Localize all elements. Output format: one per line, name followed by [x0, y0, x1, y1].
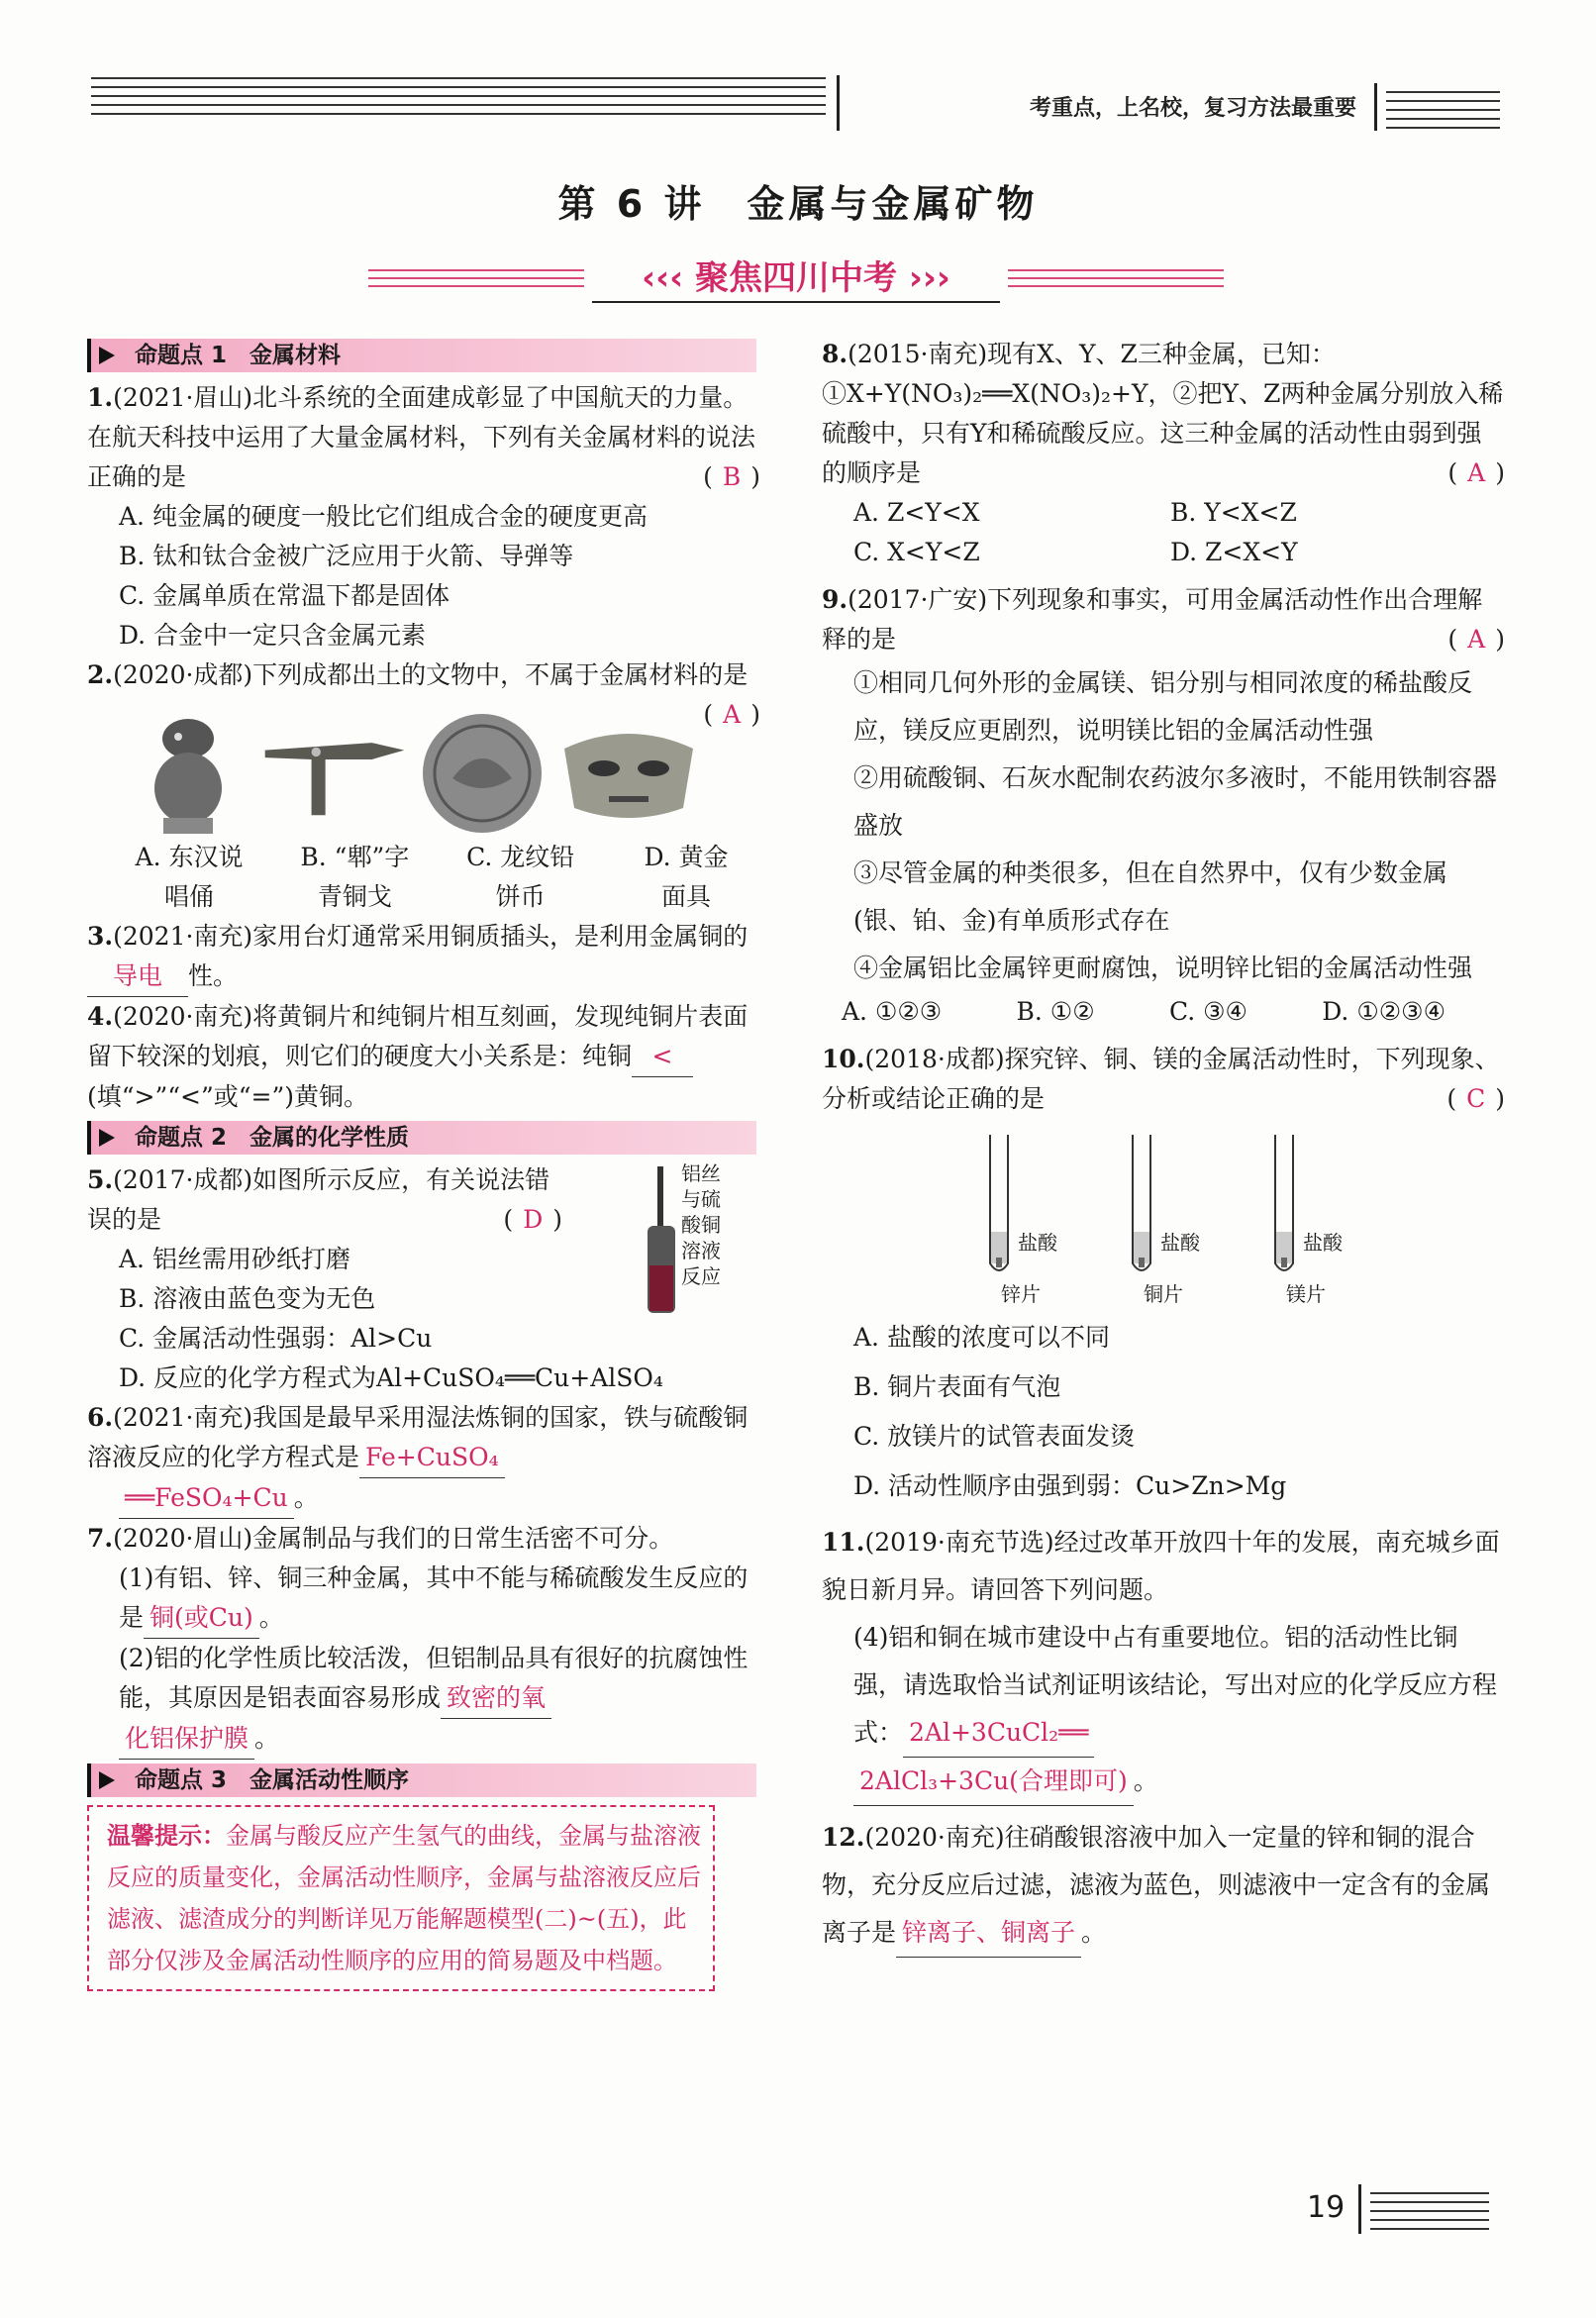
artifact-images: [87, 695, 703, 838]
answer-blank: 导电: [87, 957, 188, 997]
play-triangle-icon: [99, 1771, 115, 1789]
option: D. 活动性顺序由强到弱：Cu>Zn>Mg: [853, 1471, 1287, 1500]
option: C. X<Y<Z: [853, 538, 980, 566]
artifact-captions: A. 东汉说 唱俑 B. “郫”字 青铜戈 C. 龙纹铅 饼币 D. 黄金 面具: [135, 843, 729, 911]
figure-label: 铝丝与硫酸铜溶液反应: [681, 1161, 721, 1288]
list-item: ②用硫酸铜、石灰水配制农药波尔多液时，不能用铁制容器盛放: [853, 763, 1498, 840]
option: A. ①②③: [842, 997, 943, 1026]
test-tube-copper: 盐酸 铜片: [1127, 1133, 1200, 1307]
test-tube-magnesium: 盐酸 镁片: [1269, 1133, 1343, 1307]
header-divider: [837, 75, 840, 131]
page-number-divider: [1358, 2184, 1361, 2234]
answer-blank: 锌离子、铜离子: [896, 1909, 1081, 1958]
option: D. Z<X<Y: [1170, 538, 1298, 566]
answer-blank: 铜(或Cu): [144, 1598, 259, 1639]
test-tubes: [822, 1119, 1505, 1313]
list-item: ④金属铝比金属锌更耐腐蚀，说明锌比铝的金属活动性强: [853, 954, 1473, 982]
header-slogan: 考重点，上名校，复习方法最重要: [1030, 96, 1357, 121]
question-7: 7.(2020·眉山)金属制品与我们的日常生活密不可分。 (1)有铝、锌、铜三种金属，其中不能与稀硫酸发生反应的是 铜(或Cu) 。 (2)铝的化学性质比较活泼，但铝制品具有很好的抗腐蚀性能，其原因是铝表面容易形成 致密的氧 化铝保护膜 。: [87, 1519, 760, 1760]
section-header-2: 命题点 2 金属的化学性质: [87, 1121, 756, 1155]
option: D. ①②③④: [1322, 997, 1446, 1026]
answer-paren: ( C ): [1446, 1084, 1505, 1113]
right-column: [822, 335, 1505, 1958]
answer-blank: 化铝保护膜: [119, 1719, 254, 1760]
page-number-rule: [1370, 2192, 1489, 2237]
page-number: 19: [1307, 2190, 1346, 2225]
question-4: 4.(2020·南充)将黄铜片和纯铜片相互刻画，发现纯铜片表面留下较深的划痕，则它们的硬度大小关系是：纯铜 <(填“>”“<”或“=”)黄铜。: [87, 1002, 748, 1111]
question-11: 11.(2019·南充节选)经过改革开放四十年的发展，南充城乡面貌日新月异。请回答下列问题。 (4)铝和铜在城市建设中占有重要地位。铝的活动性比铜强，请选取恰当试剂证明该结论，写出对应的化学反应方程式： 2Al+3CuCl₂══ 2AlCl₃+3Cu(合理即可) 。: [822, 1519, 1505, 1806]
option: A. Z<Y<X: [853, 498, 980, 527]
answer-paren: ( B ): [703, 462, 760, 491]
answer-blank: ══FeSO₄+Cu: [119, 1478, 294, 1519]
question-2: 2.(2020·成都)下列成都出土的文物中，不属于金属材料的是 ( A ) A. 东汉说 唱俑 B. “郫”字 青铜戈 C. 龙纹铅 饼币 D. 黄金 面具: [87, 655, 760, 917]
answer-blank: 2Al+3CuCl₂══: [903, 1709, 1094, 1758]
option: B. 铜片表面有气泡: [853, 1372, 1061, 1401]
option: C. 金属活动性强弱：Al>Cu: [119, 1324, 433, 1353]
answer-blank: 致密的氧: [441, 1678, 551, 1719]
header-divider-right: [1374, 83, 1377, 131]
option: D. 反应的化学方程式为Al+CuSO₄══Cu+AlSO₄: [119, 1363, 663, 1392]
left-column: [87, 335, 760, 1991]
lead-coin-image: [409, 709, 554, 838]
answer-blank: 2AlCl₃+3Cu(合理即可): [853, 1758, 1134, 1806]
banner-label: ‹‹‹ 聚焦四川中考 ›››: [592, 255, 1000, 303]
option: C. 金属单质在常温下都是固体: [119, 581, 450, 610]
option: D. 合金中一定只含金属元素: [119, 621, 427, 650]
answer-paren: ( D ): [503, 1205, 562, 1234]
answer-paren: ( A ): [1447, 625, 1505, 654]
question-6: 6.(2021·南充)我国是最早采用湿法炼铜的国家，铁与硫酸铜溶液反应的化学方程式是 Fe+CuSO₄ ══FeSO₄+Cu 。: [87, 1398, 760, 1519]
question-3: 3.(2021·南充)家用台灯通常采用铜质插头，是利用金属铜的导电 性。: [87, 917, 760, 997]
option: B. Y<X<Z: [1170, 498, 1297, 527]
question-8: 8.(2015·南充)现有X、Y、Z三种金属，已知：①X+Y(NO₃)₂══X(NO₃)₂+Y，②把Y、Z两种金属分别放入稀硫酸中，只有Y和稀硫酸反应。这三种金属的活动性由弱到强的顺序是 ( A ) A. Z<Y<X B. Y<X<Z C. X<Y<Z D. Z<X<Y: [822, 335, 1505, 572]
answer-paren: ( A ): [703, 700, 760, 729]
option: B. ①②: [1016, 997, 1095, 1026]
question-1: 1.(2021·眉山)北斗系统的全面建成彰显了中国航天的力量。在航天科技中运用了大量金属材料，下列有关金属材料的说法正确的是 ( B ) A. 纯金属的硬度一般比它们组成合金的硬度更高 B. 钛和钛合金被广泛应用于火箭、导弹等 C. 金属单质在常温下都是固体 D. 合金中一定只含金属元素: [87, 378, 760, 655]
option: A. 纯金属的硬度一般比它们组成合金的硬度更高: [119, 502, 648, 531]
question-10: 10.(2018·成都)探究锌、铜、镁的金属活动性时，下列现象、分析或结论正确的是 ( C ) 盐酸 锌片 盐酸 铜片 盐酸 镁片 A. 盐酸的浓度可以不同 B. 铜片表面有气泡 C. 放镁片的试管表面发烫 D. 活动性顺序由强到弱：Cu>Zn>Mg: [822, 1040, 1505, 1511]
play-triangle-icon: [99, 347, 115, 364]
answer-blank: Fe+CuSO₄: [359, 1438, 505, 1478]
test-tube-zinc: 盐酸 锌片: [984, 1133, 1057, 1307]
option: A. 铝丝需用砂纸打磨: [119, 1245, 350, 1273]
section-header-3: 命题点 3 金属活动性顺序: [87, 1764, 756, 1797]
header-rule-left: [91, 77, 826, 125]
play-triangle-icon: [99, 1129, 115, 1147]
answer-paren: ( A ): [1447, 458, 1505, 487]
option: B. 溶液由蓝色变为无色: [119, 1284, 376, 1313]
answer-blank: <: [632, 1037, 693, 1077]
list-item: ③尽管金属的种类很多，但在自然界中，仅有少数金属(银、铂、金)有单质形式存在: [853, 858, 1448, 935]
section-banner: [0, 255, 1596, 305]
option: A. 盐酸的浓度可以不同: [853, 1323, 1110, 1352]
option: B. 钛和钛合金被广泛应用于火箭、导弹等: [119, 542, 574, 570]
tip-box: 温馨提示：金属与酸反应产生氢气的曲线，金属与盐溶液反应的质量变化，金属活动性顺序，金属与盐溶液反应后滤液、滤渣成分的判断详见万能解题模型(二)~(五)，此部分仅涉及金属活动性顺序的应用的简易题及中档题。: [87, 1805, 715, 1991]
figurine-image: [115, 709, 260, 838]
option: C. ③④: [1168, 997, 1247, 1026]
question-12: 12.(2020·南充)往硝酸银溶液中加入一定量的锌和铜的混合物，充分反应后过滤，滤液为蓝色，则滤液中一定含有的金属离子是 锌离子、铜离子 。: [822, 1814, 1505, 1958]
option: C. 放镁片的试管表面发烫: [853, 1422, 1136, 1451]
section-header-1: 命题点 1 金属材料: [87, 339, 756, 372]
bronze-ge-image: [260, 709, 409, 838]
gold-mask-image: [554, 709, 703, 838]
list-item: ①相同几何外形的金属镁、铝分别与相同浓度的稀盐酸反应，镁反应更剧烈，说明镁比铝的金属活动性强: [853, 668, 1473, 745]
page-title: 第 6 讲 金属与金属矿物: [557, 182, 1039, 226]
question-5: 5.(2017·成都)如图所示反应，有关说法错误的是 ( D ) 铝丝与硫酸铜溶液反应 A. 铝丝需用砂纸打磨 B. 溶液由蓝色变为无色 C. 金属活动性强弱：Al>Cu D. 反应的化学方程式为Al+CuSO₄══Cu+AlSO₄: [87, 1160, 760, 1398]
question-9: 9.(2017·广安)下列现象和事实，可用金属活动性作出合理解释的是 ( A ) ①相同几何外形的金属镁、铝分别与相同浓度的稀盐酸反应，镁反应更剧烈，说明镁比铝的金属活动性强 ②用硫酸铜、石灰水配制农药波尔多液时，不能用铁制容器盛放 ③尽管金属的种类很多，但在自然界中，仅有少数金属(银、铂、金)有单质形式存在 ④金属铝比金属锌更耐腐蚀，说明锌比铝的金属活动性强 A. ①②③ B. ①② C. ③④ D. ①②③④: [822, 580, 1505, 1032]
header-rule-right: [1386, 91, 1500, 136]
